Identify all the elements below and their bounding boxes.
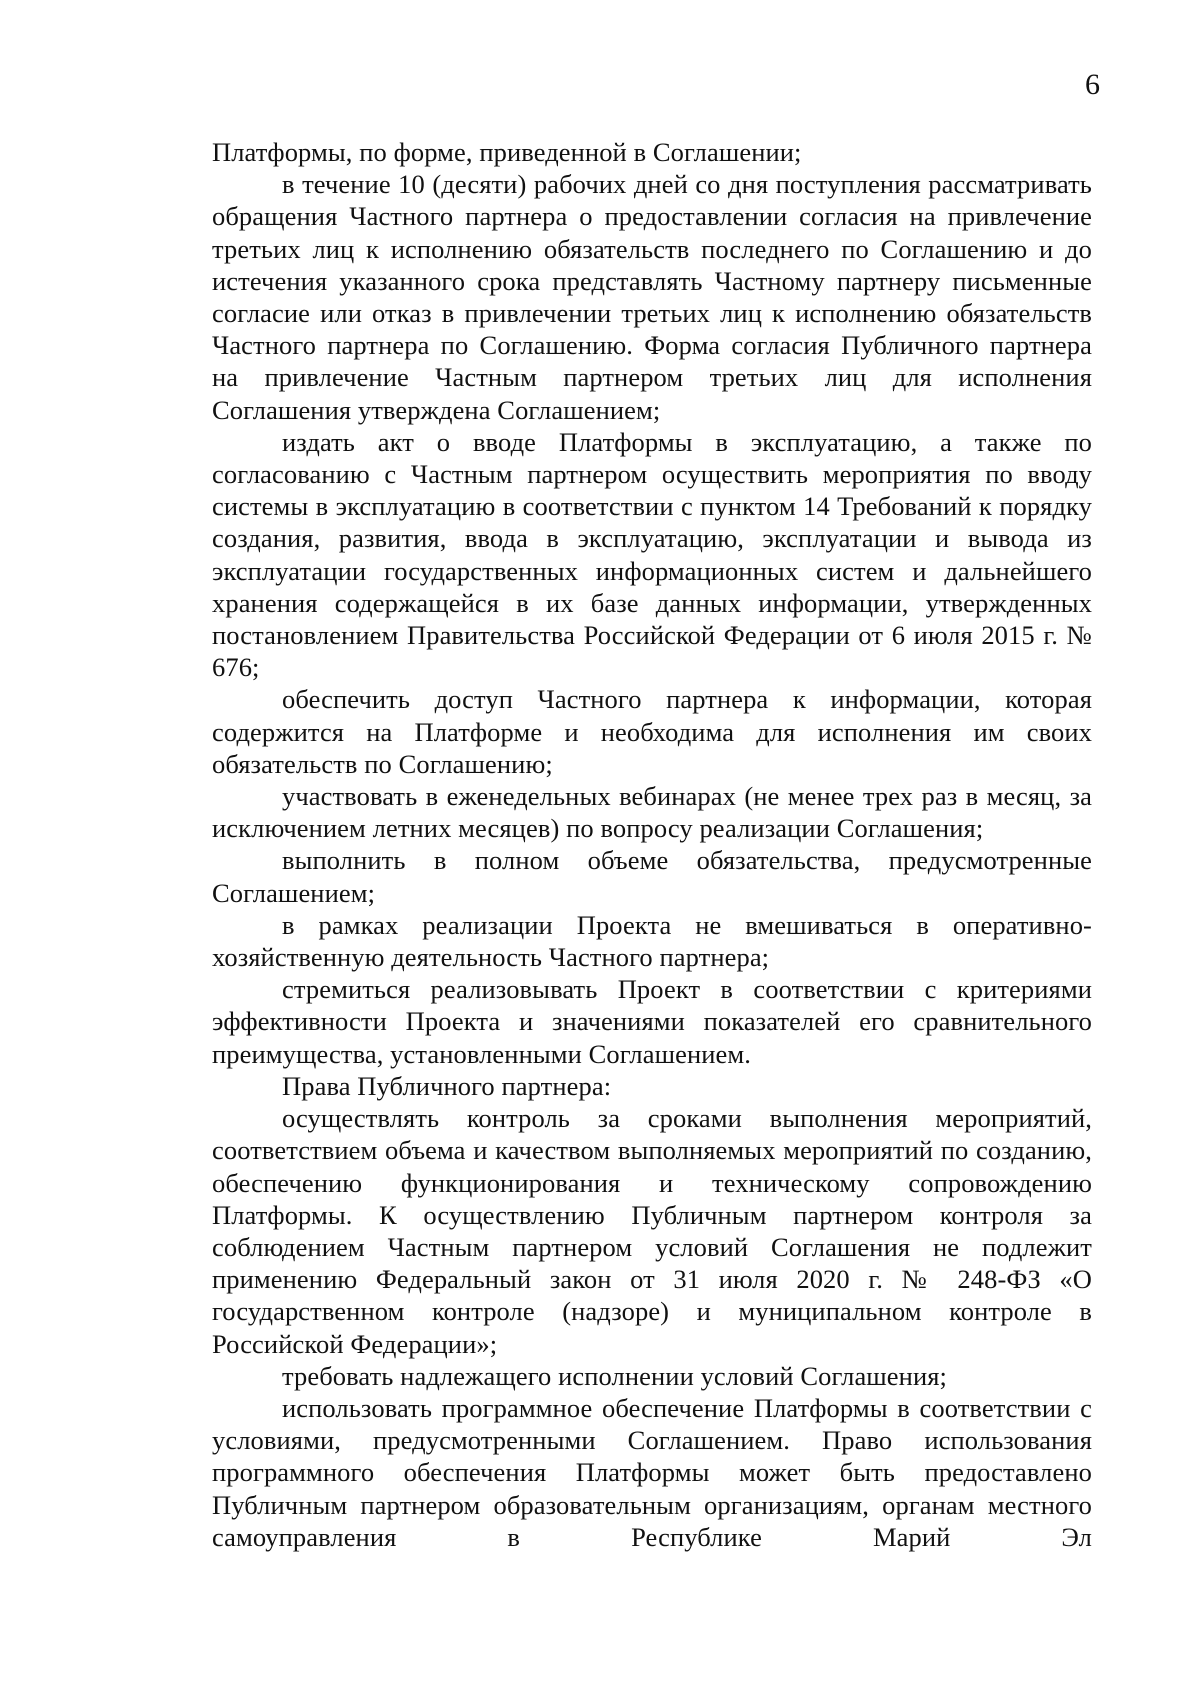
paragraph-6: выполнить в полном объеме обязательства, предусмотренные Соглашением; xyxy=(212,845,1092,908)
paragraph-5: участвовать в еженедельных вебинарах (не менее трех раз в месяц, за исключением летних месяцев) по вопросу реализации Соглашения; xyxy=(212,781,1092,844)
paragraph-11: требовать надлежащего исполнении условий Соглашения; xyxy=(282,1360,947,1391)
paragraph-4: обеспечить доступ Частного партнера к информации, которая содержится на Платформе и необходима для исполнения им своих обязательств по Соглашению; xyxy=(212,684,1092,779)
paragraph-7: в рамках реализации Проекта не вмешиваться в оперативно-хозяйственную деятельность Частного партнера; xyxy=(212,909,1092,973)
page-number: 6 xyxy=(1085,68,1100,101)
paragraph-12: использовать программное обеспечение Платформы в соответствии с условиями, предусмотренными Соглашением. Право использования программного обеспечения Платформы может быть предоставлено Публичным партнером образовательным организациям, органам местного самоуправления в Республике Марий Эл xyxy=(212,1392,1092,1552)
paragraph-1: Платформы, по форме, приведенной в Соглашении; xyxy=(212,137,802,167)
paragraph-8: стремиться реализовывать Проект в соответствии с критериями эффективности Проекта и значениями показателей его сравнительного преимущества, установленными Соглашением. xyxy=(212,974,1092,1069)
paragraph-2: в течение 10 (десяти) рабочих дней со дня поступления рассматривать обращения Частного партнера о предоставлении согласия на привлечение третьих лиц к исполнению обязательств последнего по Соглашению и до истечения указанного срока представлять Частному партнеру письменные согласие или отказ в привлечении третьих лиц к исполнению обязательств Частного партнера по Соглашению. Форма согласия Публичного партнера на привлечение Частным партнером третьих лиц для исполнения Соглашения утверждена Соглашением; xyxy=(212,169,1092,425)
paragraph-3: издать акт о вводе Платформы в эксплуатацию, а также по согласованию с Частным партнером осуществить мероприятия по вводу системы в эксплуатацию в соответствии с пунктом 14 Требований к порядку создания, развития, ввода в эксплуатацию, эксплуатации и вывода из эксплуатации государственных информационных систем и дальнейшего хранения содержащейся в их базе данных информации, утвержденных постановлением Правительства Российской Федерации от 6 июля 2015 г. № 676; xyxy=(212,426,1092,683)
paragraph-9: Права Публичного партнера: xyxy=(282,1070,612,1101)
document-body xyxy=(212,136,1092,1553)
paragraph-10: осуществлять контроль за сроками выполнения мероприятий, соответствием объема и качеством выполняемых мероприятий по созданию, обеспечению функционирования и техническому сопровождению Платформы. К осуществлению Публичным партнером контроля за соблюдением Частным партнером условий Соглашения не подлежит применению Федеральный закон от 31 июля 2020 г. № 248-ФЗ «О государственном контроле (надзоре) и муниципальном контроле в Российской Федерации»; xyxy=(212,1103,1092,1359)
